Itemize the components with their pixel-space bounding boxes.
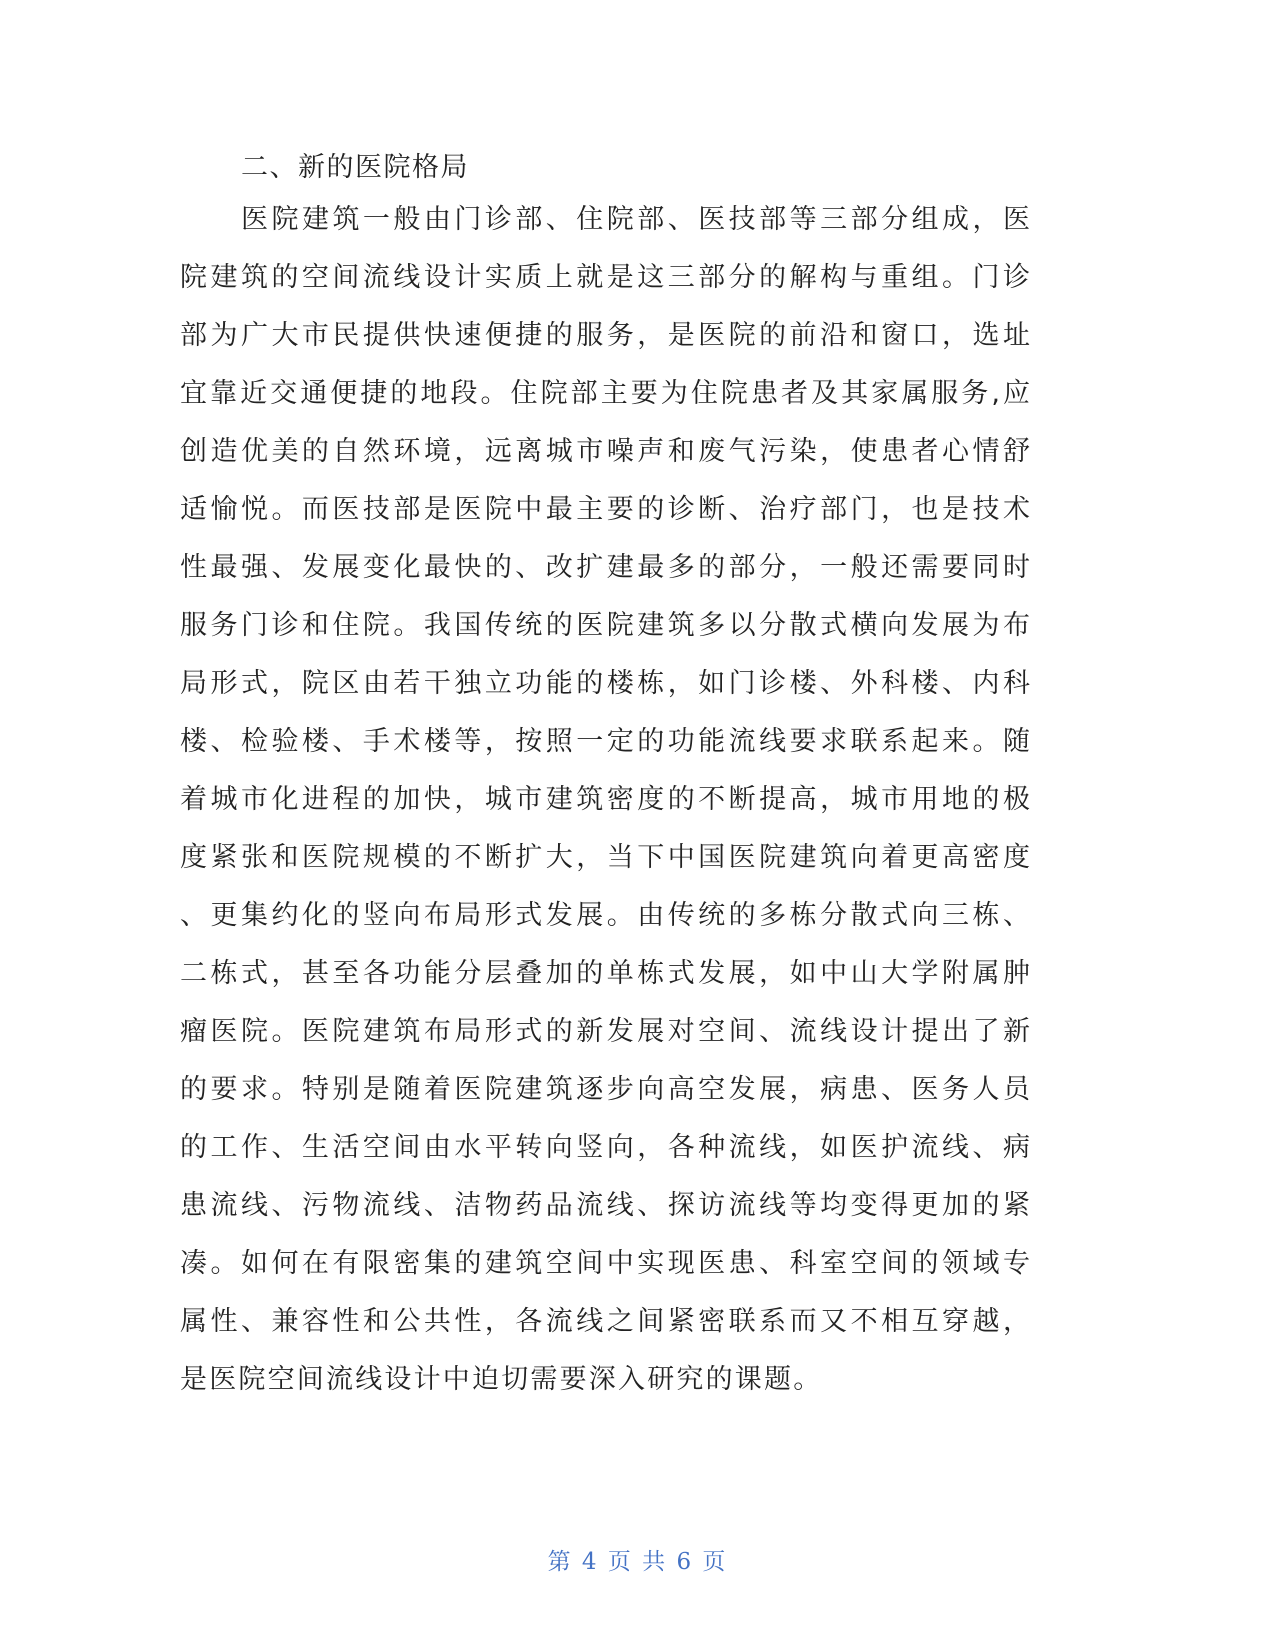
paragraph-line: 医院建筑一般由门诊部、住院部、医技部等三部分组成，医	[241, 204, 1030, 235]
footer-current-page: 4	[581, 1549, 599, 1575]
paragraph-line: 二栋式，甚至各功能分层叠加的单栋式发展，如中山大学附属肿	[180, 958, 1030, 989]
paragraph-line: 凑。如何在有限密集的建筑空间中实现医患、科室空间的领域专	[180, 1248, 1030, 1279]
paragraph-line: 宜靠近交通便捷的地段。住院部主要为住院患者及其家属服务,应	[180, 378, 1030, 409]
paragraph-line: 部为广大市民提供快速便捷的服务，是医院的前沿和窗口，选址	[180, 320, 1030, 351]
paragraph-line: 楼、检验楼、手术楼等，按照一定的功能流线要求联系起来。随	[180, 726, 1030, 757]
paragraph-line: 适愉悦。而医技部是医院中最主要的诊断、治疗部门，也是技术	[180, 494, 1030, 525]
paragraph-line: 、更集约化的竖向布局形式发展。由传统的多栋分散式向三栋、	[180, 900, 1030, 931]
paragraph-line-last: 是医院空间流线设计中迫切需要深入研究的课题。	[180, 1364, 823, 1395]
paragraph-line: 院建筑的空间流线设计实质上就是这三部分的解构与重组。门诊	[180, 262, 1030, 293]
paragraph-line: 性最强、发展变化最快的、改扩建最多的部分，一般还需要同时	[180, 552, 1030, 583]
page-footer	[0, 1545, 1275, 1579]
paragraph-line: 创造优美的自然环境，远离城市噪声和废气污染，使患者心情舒	[180, 436, 1030, 467]
paragraph-line: 服务门诊和住院。我国传统的医院建筑多以分散式横向发展为布	[180, 610, 1030, 641]
footer-total-pages: 6	[676, 1549, 694, 1575]
footer-prefix: 第	[547, 1549, 573, 1575]
paragraph-line: 度紧张和医院规模的不断扩大，当下中国医院建筑向着更高密度	[180, 842, 1030, 873]
paragraph-line: 的要求。特别是随着医院建筑逐步向高空发展，病患、医务人员	[180, 1074, 1030, 1105]
paragraph-line: 瘤医院。医院建筑布局形式的新发展对空间、流线设计提出了新	[180, 1016, 1030, 1047]
paragraph-line: 着城市化进程的加快，城市建筑密度的不断提高，城市用地的极	[180, 784, 1030, 815]
footer-middle: 页 共	[607, 1549, 668, 1575]
section-heading: 二、新的医院格局	[241, 152, 469, 183]
paragraph-line: 患流线、污物流线、洁物药品流线、探访流线等均变得更加的紧	[180, 1190, 1030, 1221]
paragraph-line: 属性、兼容性和公共性，各流线之间紧密联系而又不相互穿越，	[180, 1306, 1030, 1337]
footer-suffix: 页	[702, 1549, 728, 1575]
paragraph-line: 局形式，院区由若干独立功能的楼栋，如门诊楼、外科楼、内科	[180, 668, 1030, 699]
paragraph-line: 的工作、生活空间由水平转向竖向，各种流线，如医护流线、病	[180, 1132, 1030, 1163]
